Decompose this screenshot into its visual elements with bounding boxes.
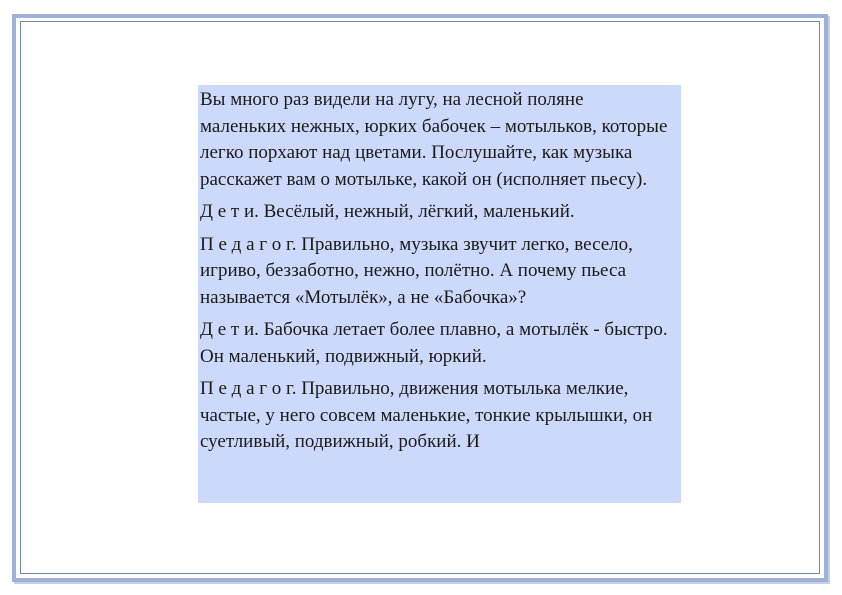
- text-box: [198, 85, 681, 503]
- paragraph-children-answer-2: Д е т и. Бабочка летает более плавно, а мотылёк - быстро. Он маленький, подвижный, юркий.: [200, 319, 668, 367]
- paragraph-intro: Вы много раз видели на лугу, на лесной поляне маленьких нежных, юрких бабочек – мотыльков, которые легко порхают над цветами. Послушайте, как музыка расскажет вам о мотыльке, какой он (исполняет пьесу).: [200, 89, 668, 190]
- paragraph-children-answer-1: Д е т и. Весёлый, нежный, лёгкий, маленький.: [200, 201, 575, 222]
- paragraph-teacher-1: П е д а г о г. Правильно, музыка звучит легко, весело, игриво, беззаботно, нежно, полётно. А почему пьеса называется «Мотылёк», а не «Бабочка»?: [200, 233, 633, 308]
- paragraph-teacher-2: П е д а г о г. Правильно, движения мотылька мелкие, частые, у него совсем маленькие, тонкие крылышки, он суетливый, подвижный, робкий. И: [200, 378, 653, 452]
